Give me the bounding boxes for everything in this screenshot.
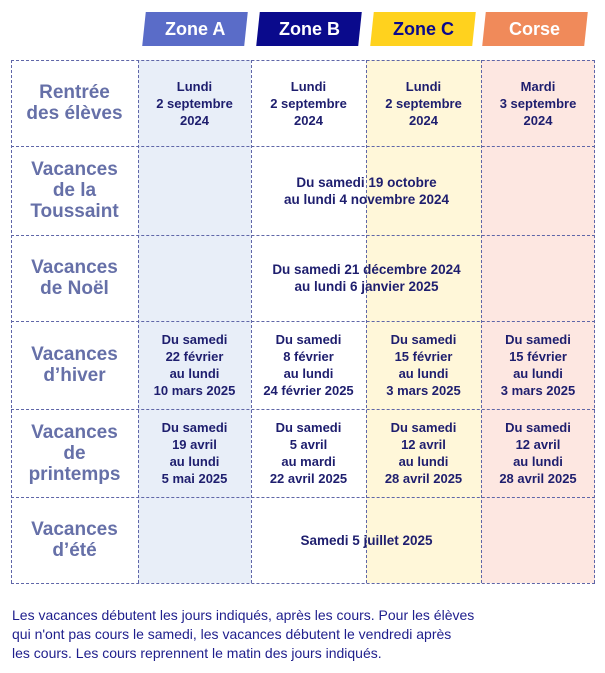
- cell-line: au lundi 6 janvier 2025: [294, 279, 439, 294]
- row-label-ete: [11, 497, 138, 583]
- cell-line: 15 février: [394, 349, 453, 364]
- row-label-line: de: [63, 442, 86, 464]
- cell-line: 2024: [523, 112, 553, 128]
- row-label-line: de Noël: [40, 278, 109, 299]
- cell-printemps-zone-b: [251, 409, 366, 497]
- zone-b-header: [256, 12, 362, 46]
- row-label-line: Vacances: [31, 344, 118, 365]
- cell-line: au lundi: [169, 366, 220, 381]
- cell-line: 8 février: [283, 349, 334, 364]
- cell-line: Du samedi: [161, 420, 228, 435]
- cell-line: 2024: [409, 112, 438, 128]
- cell-line: 5 mai 2025: [161, 471, 228, 486]
- zone-c-header: [370, 12, 476, 46]
- cell-hiver-zone-b: [251, 321, 366, 409]
- cell-line: Du samedi: [505, 420, 571, 435]
- cell-line: au lundi: [283, 366, 334, 381]
- footnote-line: qui n'ont pas cours le samedi, les vacances débutent le vendredi après: [12, 626, 452, 642]
- row-label-line: Rentrée: [39, 82, 110, 103]
- cell-hiver-zone-a: [138, 321, 251, 409]
- cell-line: Du samedi: [390, 332, 457, 347]
- cell-line: 15 février: [509, 349, 567, 364]
- cell-line: au lundi: [169, 454, 220, 469]
- cell-line: Du samedi: [275, 332, 342, 347]
- row-label-line: d’hiver: [43, 365, 106, 386]
- cell-line: au lundi: [398, 454, 449, 469]
- row-label-line: des élèves: [26, 103, 123, 124]
- row-label-line: Vacances: [31, 257, 118, 278]
- zone-a-header: [142, 12, 248, 46]
- cell-line: 2 septembre: [270, 95, 347, 111]
- cell-printemps-zone-c: [366, 409, 481, 497]
- cell-line: 28 avril 2025: [499, 471, 577, 486]
- row-label-line: Vacances: [31, 421, 118, 443]
- cell-line: 3 mars 2025: [500, 383, 576, 398]
- row-label-line: Vacances: [31, 519, 118, 540]
- cell-line: Du samedi 19 octobre: [296, 174, 437, 190]
- row-label-rentree: [11, 60, 138, 146]
- footnote-line: Les vacances débutent les jours indiqués, après les cours. Pour les élèves: [12, 607, 475, 623]
- corse-label: Corse: [509, 19, 561, 39]
- cell-line: Samedi 5 juillet 2025: [300, 532, 433, 548]
- cell-line: 12 avril: [515, 437, 561, 452]
- grid-border-bottom: [11, 583, 595, 584]
- cell-line: Lundi: [290, 78, 327, 94]
- cell-line: 24 février 2025: [263, 383, 354, 398]
- cell-printemps-corse: [481, 409, 595, 497]
- cell-line: 3 septembre: [499, 95, 577, 111]
- row-label-line: de la: [52, 180, 97, 201]
- cell-line: au lundi: [398, 366, 449, 381]
- cell-line: Mardi: [520, 78, 556, 94]
- row-label-printemps: [11, 409, 138, 497]
- cell-line: Du samedi: [161, 332, 228, 347]
- cell-printemps-zone-a: [138, 409, 251, 497]
- cell-rentree-zone-c: [366, 60, 481, 146]
- cell-line: 10 mars 2025: [153, 383, 236, 398]
- cell-line: Lundi: [405, 78, 442, 94]
- cell-line: 2 septembre: [385, 95, 462, 111]
- cell-line: au lundi 4 novembre 2024: [283, 191, 450, 207]
- cell-line: 3 mars 2025: [386, 383, 461, 398]
- cell-line: Du samedi: [275, 420, 342, 435]
- cell-line: 28 avril 2025: [384, 471, 463, 486]
- cell-hiver-zone-c: [366, 321, 481, 409]
- cell-ete-all-zones: [138, 497, 595, 583]
- cell-line: au mardi: [281, 454, 336, 469]
- zone-a-label: Zone A: [164, 19, 226, 39]
- cell-noel-all-zones: [138, 235, 595, 321]
- footnote-line: les cours. Les cours reprennent le matin des jours indiqués.: [12, 645, 382, 661]
- cell-line: 5 avril: [289, 437, 328, 452]
- row-label-noel: [11, 235, 138, 321]
- zone-c-label: Zone C: [392, 19, 454, 39]
- corse-header: [482, 12, 588, 46]
- cell-line: Du samedi: [390, 420, 457, 435]
- zone-b-label: Zone B: [278, 19, 340, 39]
- cell-line: 19 avril: [172, 437, 217, 452]
- cell-rentree-zone-b: [251, 60, 366, 146]
- cell-line: 2 septembre: [156, 95, 233, 111]
- cell-line: 2024: [294, 112, 323, 128]
- row-label-hiver: [11, 321, 138, 409]
- cell-line: au lundi: [513, 454, 563, 469]
- footnote: [12, 606, 592, 663]
- row-label-line: d’été: [52, 540, 97, 561]
- cell-line: 22 février: [165, 349, 224, 364]
- cell-line: Du samedi 21 décembre 2024: [272, 262, 461, 277]
- row-label-toussaint: [11, 146, 138, 235]
- cell-line: Lundi: [176, 78, 213, 94]
- cell-line: Du samedi: [505, 332, 571, 347]
- row-label-line: Vacances: [31, 159, 118, 180]
- row-label-line: printemps: [28, 463, 121, 485]
- cell-hiver-corse: [481, 321, 595, 409]
- row-label-line: Toussaint: [30, 201, 119, 222]
- cell-rentree-corse: [481, 60, 595, 146]
- cell-toussaint-all-zones: [138, 146, 595, 235]
- cell-line: 12 avril: [401, 437, 446, 452]
- cell-line: 2024: [180, 112, 209, 128]
- cell-line: 22 avril 2025: [269, 471, 348, 486]
- cell-rentree-zone-a: [138, 60, 251, 146]
- cell-line: au lundi: [513, 366, 563, 381]
